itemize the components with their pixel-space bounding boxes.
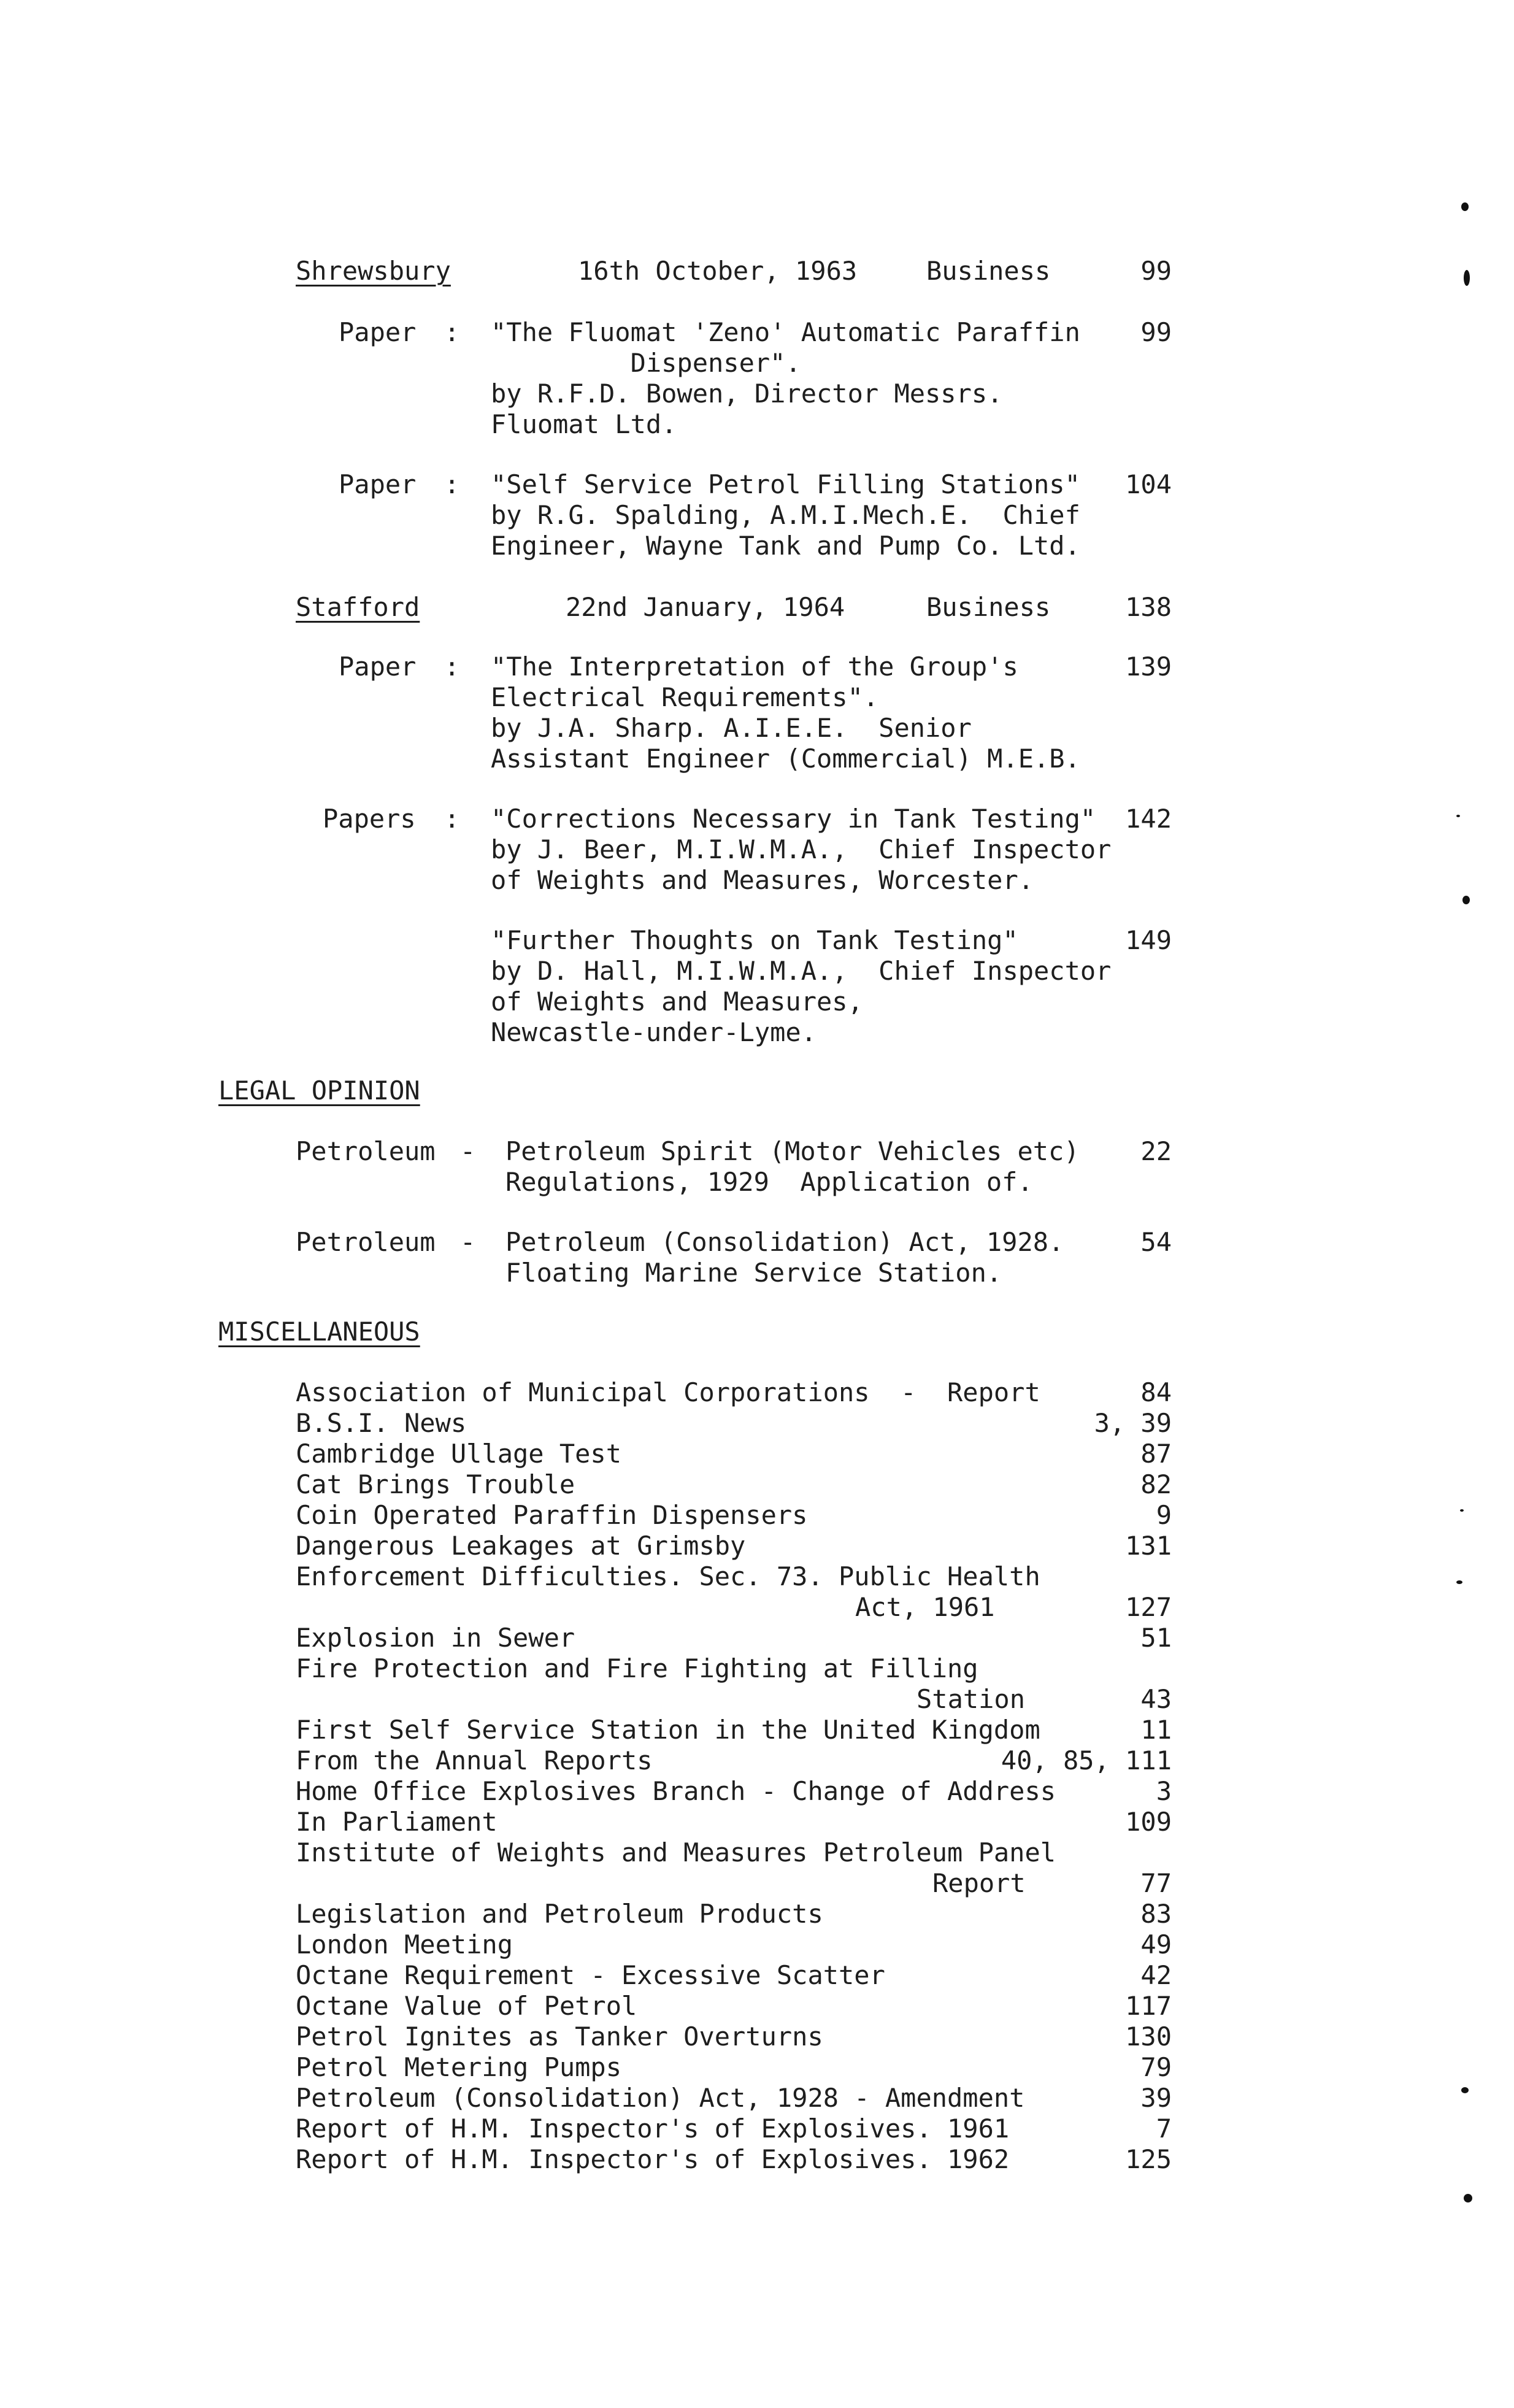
legal-line: Regulations, 1929 Application of. [505,1167,1033,1197]
misc-item: Explosion in Sewer [296,1623,575,1653]
misc-item: Legislation and Petroleum Products [296,1899,823,1929]
entry-line: Electrical Requirements". [491,682,879,712]
meeting-business-page: 99 [1140,256,1172,286]
meeting-business-label: Business [926,592,1051,622]
legal-line: Floating Marine Service Station. [505,1258,1002,1288]
misc-item: Home Office Explosives Branch - Change of Address [296,1776,1056,1806]
entry-page: 99 [1140,317,1172,347]
scan-speck [1462,896,1470,904]
meeting-business-label: Business [926,256,1051,286]
scan-speck [1464,2194,1472,2202]
entry-page: 104 [1125,469,1172,499]
entry-line: Fluomat Ltd. [491,409,677,439]
entry-line: Dispenser". [491,348,801,378]
misc-pages: 7 [1156,2114,1172,2144]
entry-colon: : [444,469,460,499]
entry-label: Paper [339,317,417,347]
entry-line: by D. Hall, M.I.W.M.A., Chief Inspector [491,956,1112,986]
meeting-place: Shrewsbury [296,256,451,286]
misc-pages: 87 [1140,1439,1172,1469]
misc-pages: 42 [1140,1960,1172,1990]
entry-line: by R.F.D. Bowen, Director Messrs. [491,379,1003,409]
scan-speck [1464,270,1470,286]
entry-label: Papers [323,804,416,834]
misc-item: Report of H.M. Inspector's of Explosives. 1961 [296,2114,1010,2144]
misc-item-cont: Report [932,1868,1026,1898]
misc-pages: 79 [1140,2052,1172,2082]
entry-page: 149 [1125,925,1172,955]
entry-page: 142 [1125,804,1172,834]
misc-item: Octane Value of Petrol [296,1991,637,2021]
misc-item: B.S.I. News [296,1408,467,1438]
misc-item: London Meeting [296,1929,513,1960]
misc-item: Institute of Weights and Measures Petroleum Panel [296,1837,1056,1868]
misc-item: First Self Service Station in the United Kingdom [296,1715,1040,1745]
misc-pages: 43 [1140,1684,1172,1714]
misc-item: Petrol Metering Pumps [296,2052,622,2082]
legal-dash: - [460,1227,476,1257]
scan-speck [1456,815,1460,817]
misc-pages: 84 [1140,1377,1172,1407]
misc-item: Association of Municipal Corporations - Report [296,1377,1040,1407]
scan-speck [1461,2087,1469,2093]
misc-item-cont: Station [916,1684,1026,1714]
misc-pages: 51 [1140,1623,1172,1653]
misc-item: In Parliament [296,1807,498,1837]
meeting-business-page: 138 [1125,592,1172,622]
misc-pages: 39 [1140,2083,1172,2113]
entry-colon: : [444,652,460,682]
section-heading: LEGAL OPINION [218,1075,420,1106]
scan-speck [1456,1580,1462,1584]
legal-label: Petroleum [296,1227,436,1257]
meeting-place: Stafford [296,592,420,622]
entry-colon: : [444,317,460,347]
entry-line: of Weights and Measures, Worcester. [491,865,1034,895]
misc-item: Petroleum (Consolidation) Act, 1928 - Amendment [296,2083,1025,2113]
entry-line: "The Fluomat 'Zeno' Automatic Paraffin [491,317,1080,347]
entry-colon: : [444,804,460,834]
misc-pages: 109 [1125,1807,1172,1837]
entry-page: 139 [1125,652,1172,682]
legal-dash: - [460,1136,476,1166]
misc-item: Coin Operated Paraffin Dispensers [296,1500,808,1530]
entry-label: Paper [339,652,417,682]
misc-item: Petrol Ignites as Tanker Overturns [296,2021,823,2052]
misc-pages: 3, 39 [1094,1408,1172,1438]
entry-line: by R.G. Spalding, A.M.I.Mech.E. Chief [491,500,1080,530]
misc-item: Cat Brings Trouble [296,1469,575,1499]
legal-line: Petroleum (Consolidation) Act, 1928. [505,1227,1064,1257]
meeting-date: 16th October, 1963 [578,256,858,286]
misc-item: From the Annual Reports [296,1745,653,1775]
misc-item: Dangerous Leakages at Grimsby [296,1531,746,1561]
legal-page: 54 [1140,1227,1172,1257]
entry-label: Paper [339,469,417,499]
misc-pages: 77 [1140,1868,1172,1898]
misc-pages: 3 [1156,1776,1172,1806]
misc-pages: 127 [1125,1592,1172,1622]
entry-line: of Weights and Measures, [491,987,863,1017]
misc-pages: 125 [1125,2144,1172,2174]
entry-line: Newcastle-under-Lyme. [491,1017,817,1047]
misc-item-cont: Act, 1961 [855,1592,995,1622]
misc-item: Fire Protection and Fire Fighting at Filling [296,1653,978,1683]
meeting-date: 22nd January, 1964 [566,592,845,622]
misc-item: Octane Requirement - Excessive Scatter [296,1960,885,1990]
entry-line: by J. Beer, M.I.W.M.A., Chief Inspector [491,834,1112,864]
entry-line: "Self Service Petrol Filling Stations" [491,469,1080,499]
legal-page: 22 [1140,1136,1172,1166]
misc-item: Report of H.M. Inspector's of Explosives. 1962 [296,2144,1010,2174]
entry-line: Assistant Engineer (Commercial) M.E.B. [491,744,1080,774]
misc-pages: 117 [1125,1991,1172,2021]
entry-line: Engineer, Wayne Tank and Pump Co. Ltd. [491,531,1080,561]
misc-pages: 131 [1125,1531,1172,1561]
scan-speck [1460,1509,1464,1512]
entry-line: by J.A. Sharp. A.I.E.E. Senior [491,713,972,743]
misc-pages: 11 [1140,1715,1172,1745]
misc-pages: 9 [1156,1500,1172,1530]
entry-line: "Corrections Necessary in Tank Testing" [491,804,1096,834]
misc-item: Cambridge Ullage Test [296,1439,622,1469]
misc-pages: 130 [1125,2021,1172,2052]
legal-label: Petroleum [296,1136,436,1166]
misc-pages: 83 [1140,1899,1172,1929]
scan-speck [1461,202,1469,211]
misc-pages: 40, 85, 111 [1001,1745,1172,1775]
misc-pages: 82 [1140,1469,1172,1499]
entry-line: "The Interpretation of the Group's [491,652,1018,682]
section-heading: MISCELLANEOUS [218,1317,420,1347]
entry-line: "Further Thoughts on Tank Testing" [491,925,1018,955]
legal-line: Petroleum Spirit (Motor Vehicles etc) [505,1136,1080,1166]
misc-pages: 49 [1140,1929,1172,1960]
misc-item: Enforcement Difficulties. Sec. 73. Public Health [296,1561,1040,1591]
